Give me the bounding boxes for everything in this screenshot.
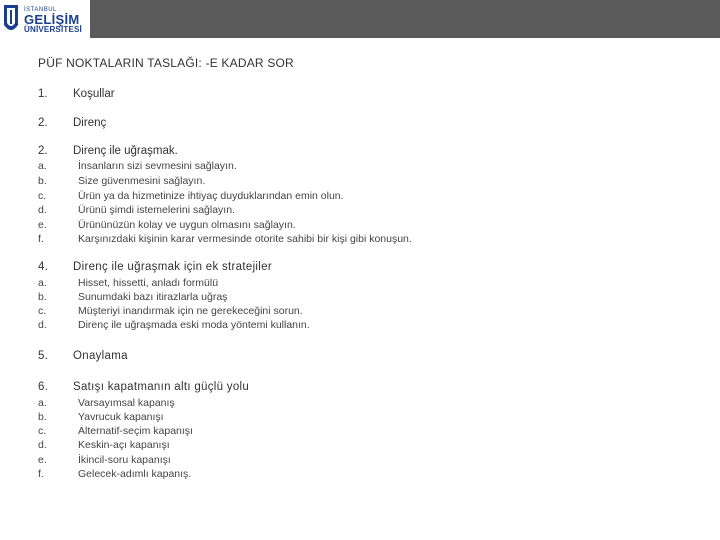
header-dark-band [90, 0, 720, 38]
section-number: 2. [38, 117, 48, 129]
item-text: Size güvenmesini sağlayın. [78, 175, 206, 187]
section-number: 4. [38, 261, 49, 273]
logo-line-2: GELİŞİM [24, 11, 80, 27]
item-text: İkincil-soru kapanışı [78, 454, 171, 466]
item-text: Hisset, hissetti, anladı formülü [78, 277, 219, 289]
item-letter: b. [38, 411, 47, 423]
section-title: Direnç ile uğraşmak için ek stratejiler [73, 261, 272, 273]
item-letter: d. [38, 319, 47, 331]
item-text: Keskin-açı kapanışı [78, 439, 170, 451]
item-letter: d. [38, 439, 47, 451]
item-letter: c. [38, 305, 47, 317]
item-text: Yavrucuk kapanışı [78, 411, 164, 423]
section-title: Koşullar [73, 88, 115, 100]
section-number: 5. [38, 350, 49, 362]
header-bar [0, 0, 720, 40]
item-text: Gelecek-adımlı kapanış. [78, 468, 192, 480]
logo-line-1: İSTANBUL [24, 6, 57, 13]
item-text: Karşınızdaki kişinin karar vermesinde otorite sahibi bir kişi gibi konuşun. [78, 233, 412, 245]
section-number: 2. [38, 145, 48, 157]
section-title: Onaylama [73, 350, 128, 362]
item-text: Müşteriyi inandırmak için ne gerekeceğini sorun. [78, 305, 303, 317]
item-letter: c. [38, 425, 47, 437]
item-text: İnsanların sizi sevmesini sağlayın. [78, 160, 237, 172]
logo-line-3: ÜNİVERSİTESİ [24, 24, 82, 34]
item-letter: f. [38, 233, 44, 245]
item-letter: e. [38, 454, 47, 466]
item-text: Ürünü şimdi istemelerini sağlayın. [78, 204, 235, 216]
item-text: Alternatif-seçim kapanışı [78, 425, 193, 437]
item-letter: a. [38, 160, 47, 172]
item-letter: b. [38, 291, 47, 303]
university-logo [2, 1, 88, 39]
section-number: 1. [38, 88, 48, 100]
item-text: Sunumdaki bazı itirazlarla uğraş [78, 291, 228, 303]
item-letter: a. [38, 397, 47, 409]
item-letter: d. [38, 204, 47, 216]
item-letter: f. [38, 468, 44, 480]
item-letter: a. [38, 277, 47, 289]
section-title: Satışı kapatmanın altı güçlü yolu [73, 381, 250, 393]
item-letter: e. [38, 219, 47, 231]
item-text: Direnç ile uğraşmada eski moda yöntemi kullanın. [78, 319, 310, 331]
section-title: Direnç ile uğraşmak. [73, 145, 178, 157]
item-letter: b. [38, 175, 47, 187]
section-number: 6. [38, 381, 49, 393]
section-title: Direnç [73, 117, 107, 129]
item-text: Ürününüzün kolay ve uygun olmasını sağlayın. [78, 219, 296, 231]
item-text: Ürün ya da hizmetinize ihtiyaç duyduklarından emin olun. [78, 190, 344, 202]
item-text: Varsayımsal kapanış [78, 397, 175, 409]
item-letter: c. [38, 190, 47, 202]
page-title: PÜF NOKTALARIN TASLAĞI: -E KADAR SOR [38, 56, 294, 70]
logo-emblem-icon [2, 3, 20, 37]
